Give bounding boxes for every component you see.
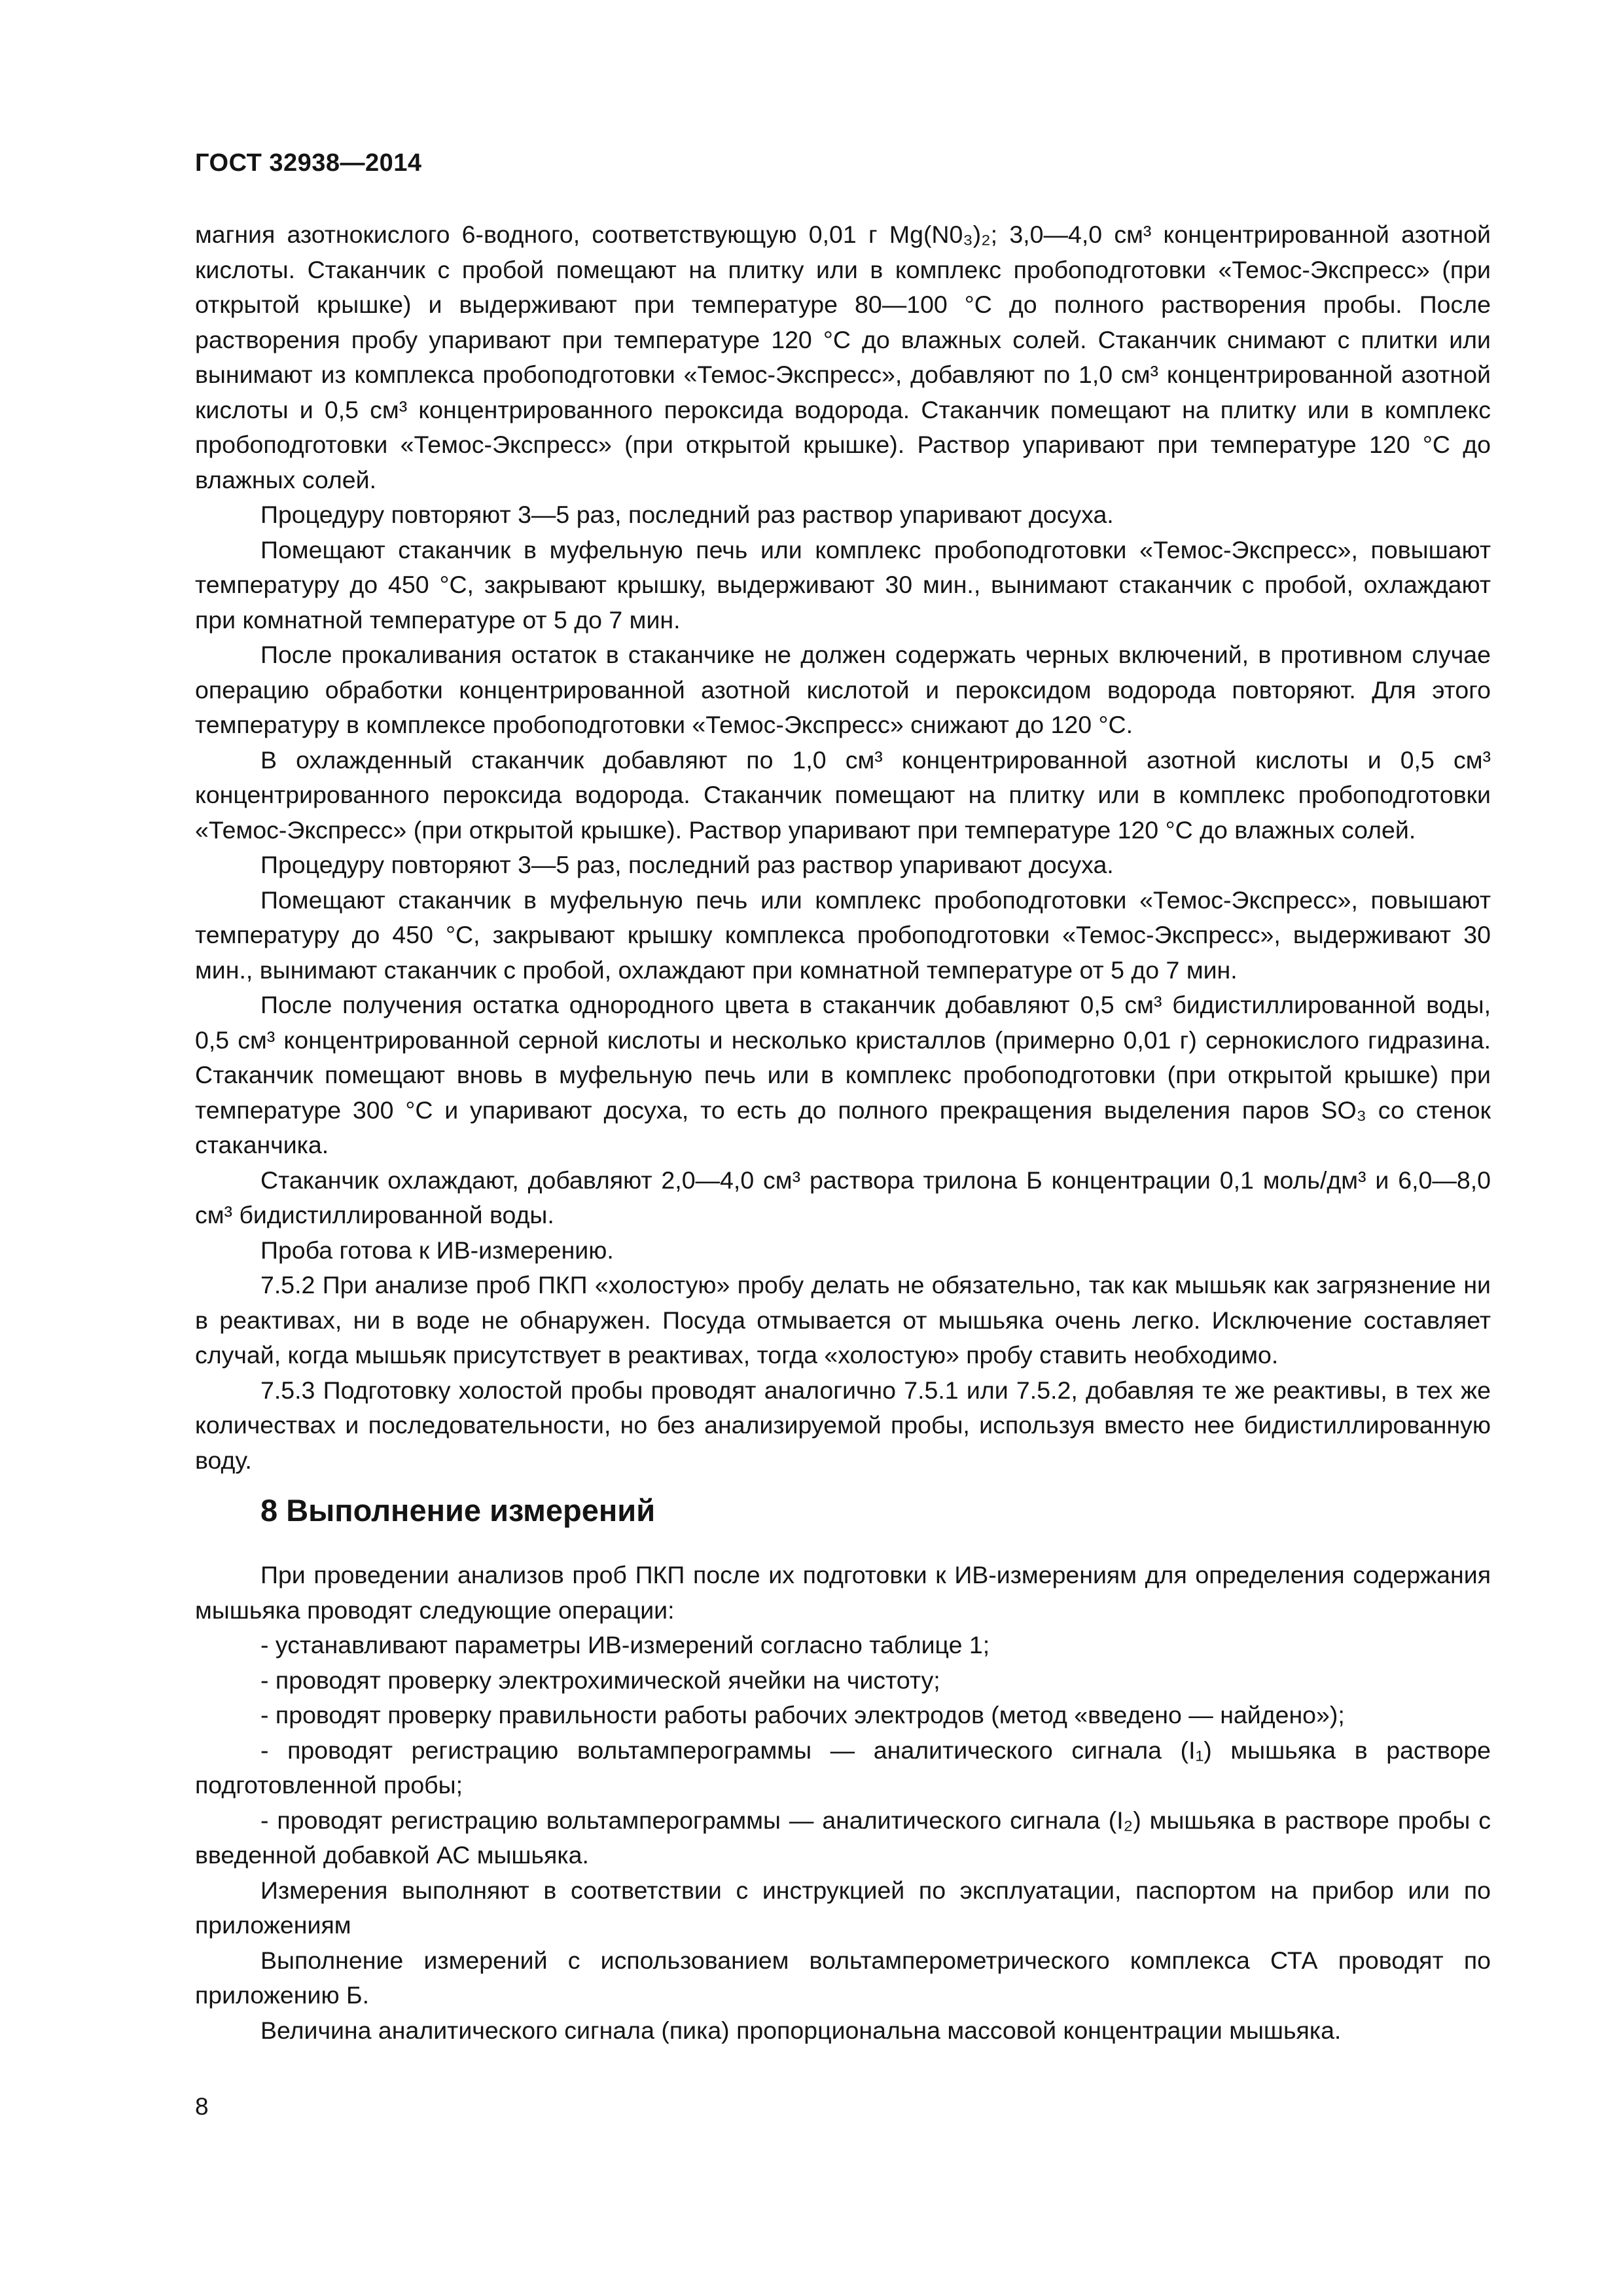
paragraph: После получения остатка однородного цвета в стаканчик добавляют 0,5 см³ бидистиллированной воды, 0,5 см³ концентрированной серной кислоты и несколько кристаллов (примерно 0,01 г) сернокислого гидразина. Стаканчик помещают вновь в муфельную печь или в комплекс пробоподготовки (при открытой крышке) при температуре 300 °С и упаривают досуха, то есть до полного прекращения выделения паров SO₃ со стенок стаканчика. bbox=[195, 991, 1491, 1158]
paragraph: Стаканчик охлаждают, добавляют 2,0—4,0 см³ раствора трилона Б концентрации 0,1 моль/дм³ и 6,0—8,0 см³ бидистиллированной воды. bbox=[195, 1166, 1491, 1229]
paragraph: Измерения выполняют в соответствии с инструкцией по эксплуатации, паспортом на прибор или по приложениям bbox=[195, 1876, 1491, 1939]
paragraph: В охлажденный стаканчик добавляют по 1,0 см³ концентрированной азотной кислоты и 0,5 см³ концентрированного пероксида водорода. Стаканчик помещают на плитку или в комплекс пробоподготовки «Темос-Экспресс» (при открытой крышке). Раствор упаривают при температуре 120 °С до влажных солей. bbox=[195, 745, 1491, 844]
document-header: ГОСТ 32938—2014 bbox=[195, 149, 422, 177]
list-item: - проводят проверку правильности работы рабочих электродов (метод «введено — найдено»); bbox=[260, 1701, 1345, 1729]
paragraph: Проба готова к ИВ-измерению. bbox=[260, 1236, 614, 1264]
paragraph: Величина аналитического сигнала (пика) пропорциональна массовой концентрации мышьяка. bbox=[260, 2016, 1342, 2044]
paragraph: Процедуру повторяют 3—5 раз, последний раз раствор упаривают досуха. bbox=[260, 851, 1114, 878]
section7-text bbox=[195, 217, 1491, 1478]
paragraph-7-5-3: 7.5.3 Подготовку холостой пробы проводят аналогично 7.5.1 или 7.5.2, добавляя те же реактивы, в тех же количествах и последовательности, но без анализируемой пробы, используя вместо нее бидистиллированную воду. bbox=[195, 1376, 1491, 1474]
paragraph: Процедуру повторяют 3—5 раз, последний раз раствор упаривают досуха. bbox=[260, 501, 1114, 528]
paragraph: После прокаливания остаток в стаканчике не должен содержать черных включений, в противном случае операцию обработки концентрированной азотной кислотой и пероксидом водорода повторяют. Для этого температуру в комплексе пробоподготовки «Темос-Экспресс» снижают до 120 °С. bbox=[195, 641, 1491, 738]
list-item: - проводят проверку электрохимической ячейки на чистоту; bbox=[260, 1666, 940, 1694]
section8-text bbox=[195, 1558, 1491, 2048]
paragraph: Помещают стаканчик в муфельную печь или комплекс пробоподготовки «Темос-Экспресс», повышают температуру до 450 °С, закрывают крышку комплекса пробоподготовки «Темос-Экспресс», выдерживают 30 мин., вынимают стаканчик с пробой, охлаждают при комнатной температуре от 5 до 7 мин. bbox=[195, 886, 1491, 984]
paragraph-7-5-2: 7.5.2 При анализе проб ПКП «холостую» пробу делать не обязательно, так как мышьяк как загрязнение ни в реактивах, ни в воде не обнаружен. Посуда отмывается от мышьяка очень легко. Исключение составляет случай, когда мышьяк присутствует в реактивах, тогда «холостую» пробу ставить необходимо. bbox=[195, 1271, 1491, 1369]
paragraph: Выполнение измерений с использованием вольтамперометрического комплекса СТА проводят по приложению Б. bbox=[195, 1946, 1491, 2009]
list-item: - устанавливают параметры ИВ-измерений согласно таблице 1; bbox=[260, 1631, 990, 1659]
page-number: 8 bbox=[195, 2093, 209, 2120]
list-item: - проводят регистрацию вольтамперограммы — аналитического сигнала (I₂) мышьяка в растворе пробы с введенной добавкой АС мышьяка. bbox=[195, 1806, 1491, 1869]
paragraph: При проведении анализов проб ПКП после их подготовки к ИВ-измерениям для определения содержания мышьяка проводят следующие операции: bbox=[195, 1561, 1491, 1624]
paragraph: магния азотнокислого 6-водного, соответствующую 0,01 г Mg(N0₃)₂; 3,0—4,0 см³ концентрированной азотной кислоты. Стаканчик с пробой помещают на плитку или в комплекс пробоподготовки «Темос-Экспресс» (при открытой крышке) и выдерживают при температуре 80—100 °С до полного растворения пробы. После растворения пробу упаривают при температуре 120 °С до влажных солей. Стаканчик снимают с плитки или вынимают из комплекса пробоподготовки «Темос-Экспресс», добавляют по 1,0 см³ концентрированной азотной кислоты и 0,5 см³ концентрированного пероксида водорода. Стаканчик помещают на плитку или в комплекс пробоподготовки «Темос-Экспресс» (при открытой крышке). Раствор упаривают при температуре 120 °С до влажных солей. bbox=[195, 221, 1491, 493]
section-8-title: 8 Выполнение измерений bbox=[260, 1493, 656, 1528]
paragraph: Помещают стаканчик в муфельную печь или комплекс пробоподготовки «Темос-Экспресс», повышают температуру до 450 °С, закрывают крышку, выдерживают 30 мин., вынимают стаканчик с пробой, охлаждают при комнатной температуре от 5 до 7 мин. bbox=[195, 535, 1491, 634]
list-item: - проводят регистрацию вольтамперограммы — аналитического сигнала (I₁) мышьяка в растворе подготовленной пробы; bbox=[195, 1736, 1491, 1799]
